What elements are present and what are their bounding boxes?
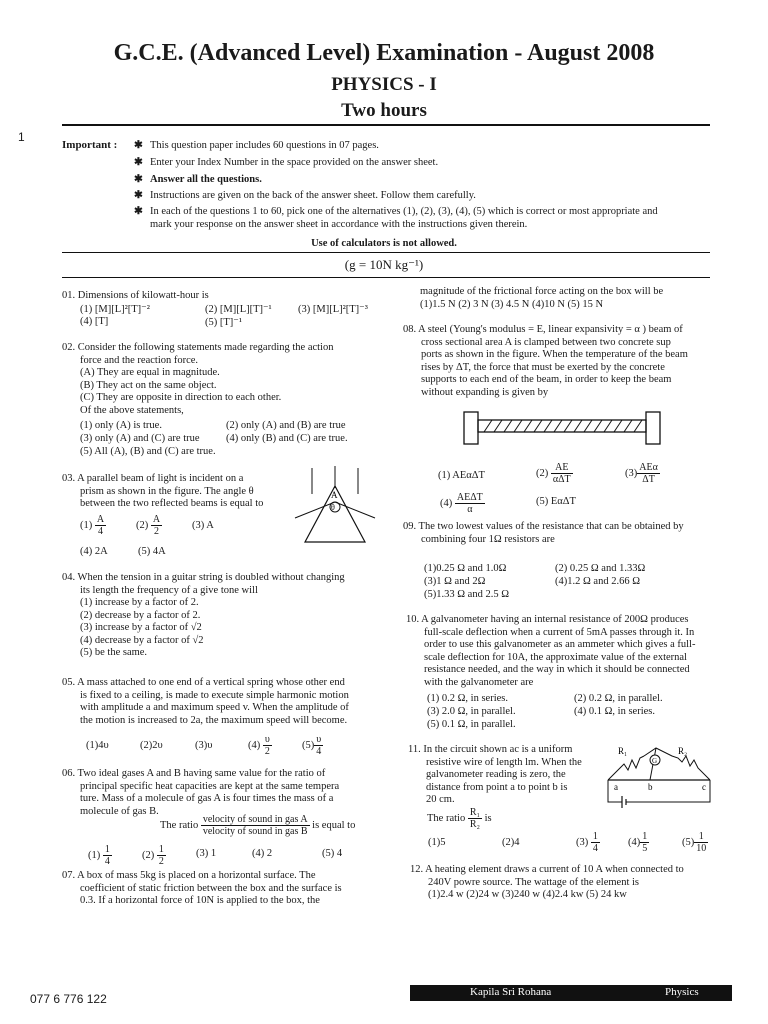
- q05-option-2: (2)2υ: [140, 740, 163, 751]
- q01-option-3: (3) [M][L]²[T]⁻³: [298, 304, 368, 315]
- q02-option-2: (2) only (A) and (B) are true: [226, 420, 346, 431]
- q08-option-3: (3) $\frac{\text{AEα}}{\Delta T}$: [625, 462, 658, 485]
- q10-option-4: (4) 0.1 Ω, in series.: [574, 706, 655, 717]
- theta-label: θ: [331, 503, 335, 512]
- q05-option-5: (5) $\frac{\upsilon}{4}$: [302, 734, 322, 757]
- page-number: 1: [18, 130, 25, 144]
- q08-option-5: (5) EαΔT: [536, 496, 576, 507]
- question-07-continued: magnitude of the frictional force acting on the box will be (1)1.5 N (2) 3 N (3) 4.5 N (4)10 N (5) 15 N: [420, 286, 664, 310]
- q06-option-1: (1) $\frac{1}{4}$: [88, 844, 110, 867]
- instruction-item: ✱ Instructions are given on the back of the answer sheet. Follow them carefully.: [134, 190, 476, 201]
- galvanometer-label: G: [652, 757, 658, 765]
- q10-option-5: (5) 0.1 Ω, in parallel.: [427, 719, 516, 730]
- q03-option-1: (1) $\frac{A}{4}$: [80, 514, 105, 537]
- q02-option-4: (4) only (B) and (C) are true.: [226, 433, 348, 444]
- q01-option-1: (1) [M][L]²[T]⁻²: [80, 304, 150, 315]
- footer-subject: Physics: [665, 986, 699, 998]
- instruction-item: ✱ This question paper includes 60 questions in 07 pages.: [134, 140, 379, 151]
- q06-option-4: (4) 2: [252, 848, 273, 859]
- star-icon: ✱: [134, 140, 143, 151]
- q11-ratio: The ratio $\frac{\text{R₁}}{\text{R₂}}$ is: [427, 807, 492, 830]
- subject-title: PHYSICS - I: [331, 74, 437, 95]
- star-icon: ✱: [134, 157, 143, 168]
- question-11: 11. In the circuit shown ac is a uniform resistive wire of length lm. When the galvanometer reading is zero, the distance from point a to point b is 20 cm.: [408, 744, 582, 805]
- instruction-item: ✱ Enter your Index Number in the space provided on the answer sheet.: [134, 157, 439, 168]
- rule: [62, 252, 710, 253]
- footer-author: Kapila Sri Rohana: [470, 986, 552, 998]
- header-rule: [62, 124, 710, 126]
- q08-option-1: (1) AEαΔT: [438, 470, 485, 481]
- q09-option-3: (3)1 Ω and 2Ω: [424, 576, 486, 587]
- q11-option-3: (3) $\frac{1}{4}$: [576, 831, 598, 854]
- question-05: 05. A mass attached to one end of a vertical spring whose other end is fixed to a ceiling, is made to execute simple harmonic motion with amplitude a and maximum speed v. When the amplitude of the motion is increased to 2a, the maximum speed will become.: [62, 677, 349, 726]
- question-01: 01. Dimensions of kilowatt-hour is: [62, 290, 209, 301]
- phone-number: 077 6 776 122: [30, 992, 107, 1006]
- q10-option-3: (3) 2.0 Ω, in parallel.: [427, 706, 516, 717]
- q03-option-4: (4) 2A: [80, 546, 108, 557]
- r1-label: R₁: [618, 746, 628, 756]
- q10-option-2: (2) 0.2 Ω, in parallel.: [574, 693, 663, 704]
- instruction-item-cont: mark your response on the answer sheet in accordance with the instructions given therein.: [150, 219, 528, 230]
- r2-label: R₂: [678, 746, 688, 756]
- q03-option-2: (2) $\frac{A}{2}$: [136, 514, 161, 537]
- question-10: 10. A galvanometer having an internal resistance of 200Ω produces full-scale deflection when a current of 5mA passes through it. In order to use this galvanometer as an ammeter which gives a full- scale deflection for 10A, the approximate value of the external resistance needed, and the way in which it should be connected with the galvanometer are: [406, 614, 696, 688]
- exam-title: G.C.E. (Advanced Level) Examination - August 2008: [113, 40, 655, 66]
- beam-figure: [462, 408, 662, 448]
- calculator-note: Use of calculators is not allowed.: [311, 238, 457, 249]
- instruction-item: ✱ In each of the questions 1 to 60, pick one of the alternatives (1), (2), (3), (4), (5) which is correct or most appropriate and: [134, 206, 658, 217]
- prism-figure: [290, 466, 380, 546]
- q02-option-3: (3) only (A) and (C) are true: [80, 433, 200, 444]
- q11-option-5: (5) $\frac{1}{10}$: [682, 831, 707, 854]
- q08-option-2: (2) $\frac{AE}{\text{αΔT}}$: [536, 462, 571, 485]
- question-02: 02. Consider the following statements made regarding the action force and the reaction force. (A) They are equal in magnitude. (B) They act on the same object. (C) They are opposite in direction to each other. Of the above statements,: [62, 342, 334, 416]
- question-04: 04. When the tension in a guitar string is doubled without changing its length the frequency of a give tone will (1) increase by a factor of 2. (2) decrease by a factor of 2. (3) increase by a factor of √2 (4) decrease by a factor of √2 (5) be the same.: [62, 572, 345, 658]
- q02-option-5: (5) All (A), (B) and (C) are true.: [80, 446, 216, 457]
- q06-option-3: (3) 1: [196, 848, 217, 859]
- q02-option-1: (1) only (A) is true.: [80, 420, 162, 431]
- q05-option-1: (1)4υ: [86, 740, 109, 751]
- q01-option-2: (2) [M][L][T]⁻¹: [205, 304, 272, 315]
- q06-option-5: (5) 4: [322, 848, 343, 859]
- star-icon: ✱: [134, 206, 143, 217]
- circuit-figure: [598, 742, 718, 810]
- point-c-label: c: [702, 782, 706, 792]
- q09-option-1: (1)0.25 Ω and 1.0Ω: [424, 563, 507, 574]
- q01-option-5: (5) [T]⁻¹: [205, 317, 242, 328]
- gravity-value: (g = 10N kg⁻¹): [344, 257, 424, 272]
- point-a-label: a: [614, 782, 618, 792]
- q11-option-4: (4) $\frac{1}{5}$: [628, 831, 648, 854]
- q08-option-4: (4) $\frac{\text{AEΔT}}{\alpha}$: [440, 492, 483, 515]
- q10-option-1: (1) 0.2 Ω, in series.: [427, 693, 508, 704]
- duration: Two hours: [341, 100, 427, 121]
- question-08: 08. A steel (Young's modulus = E, linear expansivity = α ) beam of cross sectional area A is clamped between two concrete sup ports as shown in the figure. When the temperature of the beam rises by ΔT, the force that must be exerted by the concrete supports to each end of the beam, in order to keep the beam without expanding is given by: [403, 324, 688, 398]
- q03-option-5: (5) 4A: [138, 546, 166, 557]
- q11-option-1: (1)5: [428, 837, 446, 848]
- question-09: 09. The two lowest values of the resistance that can be obtained by combining four 1Ω resistors are: [403, 521, 684, 545]
- q01-option-4: (4) [T]: [80, 316, 109, 327]
- important-label: Important :: [62, 139, 118, 151]
- q05-option-3: (3)υ: [195, 740, 213, 751]
- instruction-item: ✱ Answer all the questions.: [134, 174, 262, 185]
- rule: [62, 277, 710, 278]
- question-12: 12. A heating element draws a current of 10 A when connected to 240V powre source. The wattage of the element is (1)2.4 w (2)24 w (3)240 w (4)2.4 kw (5) 24 kw: [410, 864, 684, 900]
- question-03: 03. A parallel beam of light is incident on a prism as shown in the figure. The angle θ between the two reflected beams is equal to: [62, 473, 264, 509]
- q09-option-4: (4)1.2 Ω and 2.66 Ω: [555, 576, 641, 587]
- star-icon: ✱: [134, 190, 143, 201]
- prism-angle-label: A: [331, 490, 338, 500]
- question-06: 06. Two ideal gases A and B having same value for the ratio of principal specific heat capacities are kept at the same tempera ture. Mass of a molecule of gas A is four times the mass of a molecule of gas B.: [62, 768, 340, 817]
- star-icon: ✱: [134, 174, 143, 185]
- point-b-label: b: [648, 782, 653, 792]
- q03-option-3: (3) A: [192, 520, 214, 531]
- q05-option-4: (4) $\frac{\upsilon}{2}$: [248, 734, 270, 757]
- q06-ratio: The ratio $\frac{\text{velocity of sound in gas A}}{\text{velocity of sound in gas B}}$ is equal to: [160, 814, 356, 837]
- q06-option-2: (2) $\frac{1}{2}$: [142, 844, 164, 867]
- question-07: 07. A box of mass 5kg is placed on a horizontal surface. The coefficient of static friction between the box and the surface is 0.3. If a horizontal force of 10N is applied to the box, the: [62, 870, 342, 906]
- q09-option-2: (2) 0.25 Ω and 1.33Ω: [555, 563, 646, 574]
- q09-option-5: (5)1.33 Ω and 2.5 Ω: [424, 589, 510, 600]
- q11-option-2: (2)4: [502, 837, 520, 848]
